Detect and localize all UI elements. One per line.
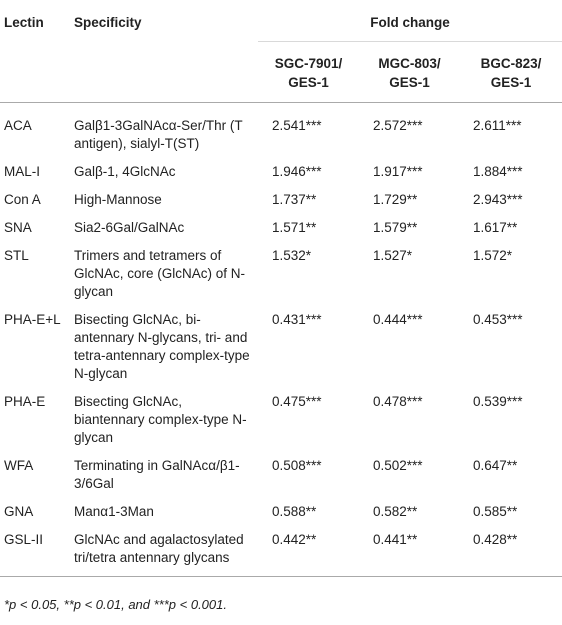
cell-specificity: High-Mannose — [74, 192, 162, 207]
cell-specificity: Bisecting GlcNAc, biantennary complex-type N-glycan — [74, 394, 247, 445]
cell-lectin: MAL-I — [4, 164, 41, 179]
cell-fold-bgc823: 1.884*** — [473, 164, 523, 179]
cell-fold-bgc823: 0.453*** — [473, 312, 523, 327]
cell-fold-bgc823: 0.539*** — [473, 394, 523, 409]
table-row — [0, 306, 562, 388]
table-row — [0, 498, 562, 526]
cell-fold-sgc7901: 0.475*** — [272, 394, 322, 409]
table-row — [0, 103, 562, 159]
cell-lectin: WFA — [4, 458, 34, 473]
cell-fold-bgc823: 2.943*** — [473, 192, 523, 207]
cell-fold-mgc803: 1.917*** — [373, 164, 423, 179]
cell-lectin: SNA — [4, 220, 32, 235]
cell-fold-mgc803: 0.582** — [373, 504, 418, 519]
table-row — [0, 214, 562, 242]
cell-lectin: PHA-E+L — [4, 312, 61, 327]
cell-fold-mgc803: 1.729** — [373, 192, 418, 207]
header-col-bgc823-line1: BGC-823/ — [480, 56, 542, 71]
table-row — [0, 526, 562, 577]
cell-fold-mgc803: 2.572*** — [373, 118, 423, 133]
cell-fold-sgc7901: 2.541*** — [272, 118, 322, 133]
cell-fold-bgc823: 0.585** — [473, 504, 518, 519]
cell-specificity: Sia2-6Gal/GalNAc — [74, 220, 185, 235]
cell-fold-sgc7901: 1.571** — [272, 220, 317, 235]
cell-fold-sgc7901: 1.946*** — [272, 164, 322, 179]
cell-specificity: Galβ1-3GalNAcα-Ser/Thr (T antigen), sialyl-T(ST) — [74, 118, 243, 151]
cell-fold-mgc803: 1.579** — [373, 220, 418, 235]
table-row — [0, 158, 562, 186]
header-col-mgc803 — [359, 42, 460, 103]
table-row — [0, 452, 562, 498]
table-row — [0, 186, 562, 214]
header-col-sgc7901 — [258, 42, 359, 103]
cell-fold-mgc803: 0.444*** — [373, 312, 423, 327]
cell-lectin: Con A — [4, 192, 41, 207]
cell-fold-mgc803: 0.478*** — [373, 394, 423, 409]
significance-footnote: *p < 0.05, **p < 0.01, and ***p < 0.001. — [4, 597, 227, 612]
header-specificity: Specificity — [74, 15, 142, 30]
table-row — [0, 388, 562, 452]
header-col-bgc823-line2: GES-1 — [490, 75, 532, 90]
cell-fold-bgc823: 1.617** — [473, 220, 518, 235]
header-col-mgc803-line1: MGC-803/ — [378, 56, 441, 71]
cell-fold-bgc823: 1.572* — [473, 248, 513, 263]
cell-fold-mgc803: 0.441** — [359, 526, 460, 577]
cell-fold-sgc7901: 1.532* — [272, 248, 312, 263]
cell-lectin: PHA-E — [4, 394, 46, 409]
table-row — [0, 242, 562, 306]
cell-fold-sgc7901: 0.442** — [258, 526, 359, 577]
cell-fold-bgc823: 0.428** — [460, 526, 562, 577]
cell-specificity: Terminating in GalNAcα/β1-3/6Gal — [74, 458, 240, 491]
cell-fold-mgc803: 1.527* — [373, 248, 413, 263]
cell-lectin: STL — [4, 248, 29, 263]
header-spacer-specificity — [74, 42, 258, 103]
table-header — [0, 0, 562, 103]
cell-fold-sgc7901: 1.737** — [272, 192, 317, 207]
cell-fold-bgc823: 0.647** — [473, 458, 518, 473]
header-col-sgc7901-line1: SGC-7901/ — [274, 56, 343, 71]
header-fold-change: Fold change — [258, 0, 562, 42]
header-spacer-lectin — [0, 42, 74, 103]
table-body — [0, 103, 562, 577]
cell-specificity: Trimers and tetramers of GlcNAc, core (GlcNAc) of N-glycan — [74, 248, 246, 299]
cell-lectin: GNA — [4, 504, 34, 519]
cell-lectin: ACA — [4, 118, 32, 133]
cell-fold-sgc7901: 0.508*** — [272, 458, 322, 473]
header-col-mgc803-line2: GES-1 — [389, 75, 430, 90]
cell-fold-sgc7901: 0.588** — [272, 504, 317, 519]
cell-specificity: Galβ-1, 4GlcNAc — [74, 164, 176, 179]
cell-fold-mgc803: 0.502*** — [373, 458, 423, 473]
cell-specificity: Bisecting GlcNAc, bi-antennary N-glycans, tri- and tetra-antennary complex-type N-glycan — [74, 312, 250, 381]
cell-fold-bgc823: 2.611*** — [473, 118, 522, 133]
header-col-bgc823 — [460, 42, 562, 103]
header-col-sgc7901-line2: GES-1 — [288, 75, 329, 90]
header-lectin: Lectin — [4, 15, 44, 30]
cell-fold-sgc7901: 0.431*** — [272, 312, 322, 327]
cell-lectin: GSL-II — [0, 526, 74, 577]
cell-specificity: Manα1-3Man — [74, 504, 154, 519]
cell-specificity: GlcNAc and agalactosylated tri/tetra antennary glycans — [74, 526, 258, 577]
